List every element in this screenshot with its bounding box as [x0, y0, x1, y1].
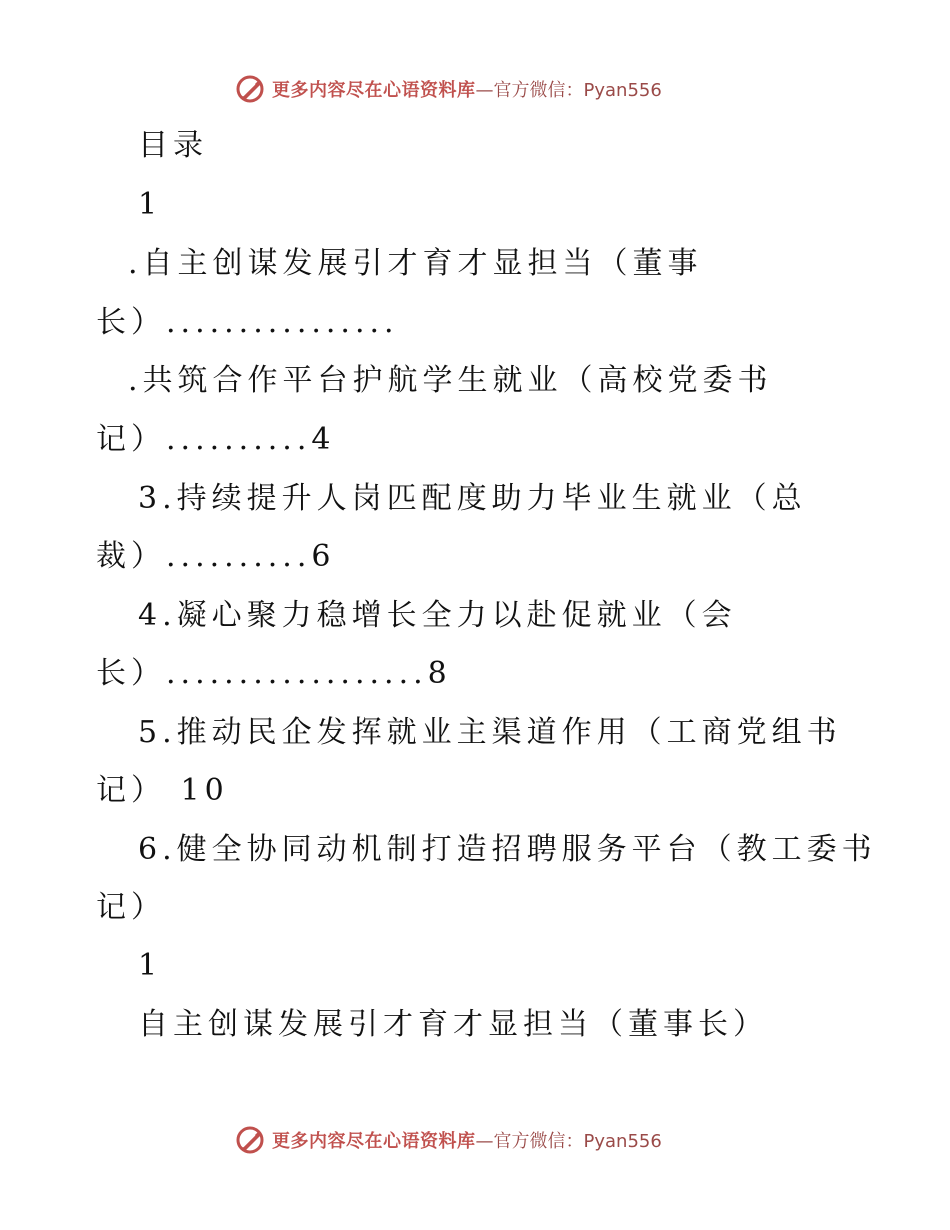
toc-entry-1-title: .自主创谋发展引才育才显担当（董事	[128, 246, 703, 281]
banner-contact-text: —官方微信：Pyan556	[475, 1131, 662, 1152]
toc-title: 目录	[138, 128, 208, 163]
section-heading: 自主创谋发展引才育才显担当（董事长）	[138, 1007, 768, 1042]
toc-entry-2-continuation: 记）..........4	[96, 422, 336, 457]
banner-brand-text: 更多内容尽在心语资料库	[272, 80, 476, 101]
toc-entry-5-continuation: 记） 10	[96, 773, 229, 808]
toc-number: 1	[138, 187, 163, 222]
footer-banner	[234, 1123, 662, 1157]
toc-entry-3-continuation: 裁）..........6	[96, 539, 336, 574]
toc-entry-5-title: 5.推动民企发挥就业主渠道作用（工商党组书	[138, 715, 842, 750]
toc-entry-4-continuation: 长）..................8	[96, 656, 452, 691]
banner-contact-text: —官方微信：Pyan556	[475, 80, 662, 101]
toc-entry-6-continuation: 记）	[96, 890, 166, 925]
toc-entry-4-title: 4.凝心聚力稳增长全力以赴促就业（会	[138, 598, 737, 633]
banner-brand-text: 更多内容尽在心语资料库	[272, 1131, 476, 1152]
section-number: 1	[138, 948, 163, 983]
toc-entry-1-continuation: 长）................	[96, 305, 399, 340]
toc-entry-3-title: 3.持续提升人岗匹配度助力毕业生就业（总	[138, 481, 807, 516]
quill-logo-icon	[234, 1124, 266, 1156]
toc-entry-6-title: 6.健全协同动机制打造招聘服务平台（教工委书	[138, 832, 877, 867]
toc-entry-2-title: .共筑合作平台护航学生就业（高校党委书	[128, 363, 773, 398]
